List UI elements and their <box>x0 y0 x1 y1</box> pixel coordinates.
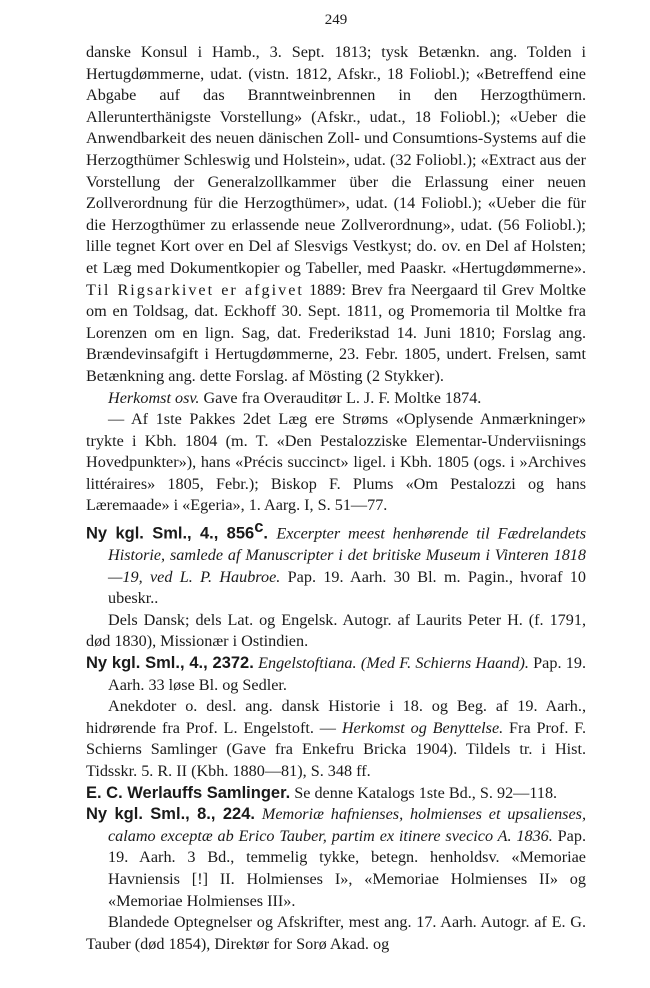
body-text: danske Konsul i Hamb., 3. Sept. 1813; tysk Betænkn. ang. Tolden i Hertugdømmerne, udat. (vistn. 1812, Afskr., 18 Foliobl.); «Betreffend eine Abgabe auf das Branntweinbrennen in den Herzogthümern. Allerunterthänigste Vorstellung» (Afskr., udat., 18 Foliobl.); «Ueber die Anwendbarkeit des neuen dänischen Zoll- und Consumtions-Systems auf die Herzogthümer Schleswig und Holstein», udat. (32 Foliobl.); «Extract aus der Vorstellung der Generalzollkammer über die Erlassung einer neuen Zollverordnung für die Herzogthümer», udat. (14 Foliobl.); «Ueber die für die Herzogthümer zu erlassende neue Zollverordnung», udat. (56 Foliobl.); lille tegnet Kort over en Del af Slesvigs Vestkyst; do. ov. en Del af Holsten; et Læg med Dokumentkopier og Tabeller, med Paaskr. «Hertugdømmerne». <box>86 43 586 277</box>
shelfmark-heading: . <box>263 524 277 543</box>
body-text: — Af 1ste Pakkes 2det Læg ere Strøms «Oplysende Anmærkninger» trykte i Kbh. 1804 (m. T. «Den Pestalozziske Elementar-Underviisnings Hovedpunkter»), hans «Précis succinct» ligel. i Kbh. 1805 (ogs. i »Archives littéraires» 1805, Febr.); Biskop F. Plums «Om Pestalozzi og hans Læremaade» i «Egeria», 1. Aarg. I, S. 51—77. <box>86 410 586 515</box>
body-text: Dels Dansk; dels Lat. og Engelsk. Autogr. af Laurits Peter H. (f. 1791, død 1830), Missionær i Ostindien. <box>86 610 586 651</box>
italic-title: Excerpter meest henhørende til Fædrelandets Historie, samlede af Manuscripter i det britiske Museum i Vinteren 1818—19, ved L. P. Haubroe. <box>108 524 586 586</box>
shelfmark-heading: Ny kgl. Sml., 4., 2372. <box>86 654 254 673</box>
body-text: 1889: Brev fra Neergaard til Grev Moltke om en Toldsag, dat. Eckhoff 30. Sept. 1811, og Promemoria til Moltke fra Lorenzen om en lign. Sag, dat. Frederikstad 14. Juni 1810; Forslag ang. Brændevinsafgift i Hertugdømmerne, 23. Febr. 1805, undert. Frelsen, samt Betænkning ang. dette Forslag. af Mösting (2 Stykker). <box>86 280 586 385</box>
catalog-entry <box>86 804 586 912</box>
paragraph <box>86 912 586 955</box>
body-text: Blandede Optegnelser og Afskrifter, mest ang. 17. Aarh. Autogr. af E. G. Tauber (død 1854), Direktør for Sorø Akad. og <box>86 913 586 953</box>
italic-title: Herkomst osv. <box>108 388 200 407</box>
italic-title: Engelstoftiana. (Med F. Schierns Haand). <box>253 654 529 673</box>
paragraph <box>86 610 586 653</box>
body-text: Se denne Katalogs 1ste Bd., S. 92—118. <box>290 783 558 802</box>
document-page <box>86 10 586 955</box>
shelfmark-heading: E. C. Werlauffs Samlinger. <box>86 783 291 802</box>
body-text: Pap. 19. Aarh. 33 løse Bl. og Sedler. <box>108 654 587 694</box>
italic-title: Herkomst og Benyttelse. <box>341 718 504 737</box>
shelfmark-heading: Ny kgl. Sml., 4., 856 <box>86 524 255 543</box>
italic-title: Memoriæ hafnienses, holmienses et upsalienses, calamo exceptæ ab Erico Tauber, partim ex itinere svecico A. 1836. <box>108 805 586 845</box>
catalog-entry <box>86 783 586 805</box>
body-text: Fra Prof. F. Schierns Samlinger (Gave fra Enkefru Bricka 1904). Tildels tr. i Hist. Tidsskr. 5. R. II (Kbh. 1880—81), S. 348 ff. <box>86 718 587 780</box>
paragraph <box>86 42 586 388</box>
body-text: Gave fra Overauditør L. J. F. Moltke 1874. <box>199 388 482 407</box>
page-number: 249 <box>324 12 348 28</box>
catalog-entry <box>86 653 586 696</box>
page-body <box>86 42 586 955</box>
body-text: Pap. 19. Aarh. 30 Bl. m. Pagin., hvoraf 10 ubeskr.. <box>108 567 586 608</box>
paragraph <box>86 388 586 410</box>
spaced-text: Til Rigsarkivet er afgivet <box>86 280 304 299</box>
shelfmark-superscript: c <box>254 518 264 537</box>
body-text: Anekdoter o. desl. ang. dansk Historie i 18. og Beg. af 19. Aarh., hidrørende fra Prof. L. Engelstoft. — <box>86 697 586 737</box>
paragraph <box>86 409 586 517</box>
catalog-entry <box>86 517 586 610</box>
paragraph <box>86 696 586 782</box>
shelfmark-heading: Ny kgl. Sml., 8., 224. <box>86 805 255 824</box>
body-text: Pap. 19. Aarh. 3 Bd., temmelig tykke, betegn. henholdsv. «Memoriae Havniensis [!] II. Holmienses I», «Memoriae Holmienses II» og «Memoriae Holmienses III». <box>108 826 587 910</box>
